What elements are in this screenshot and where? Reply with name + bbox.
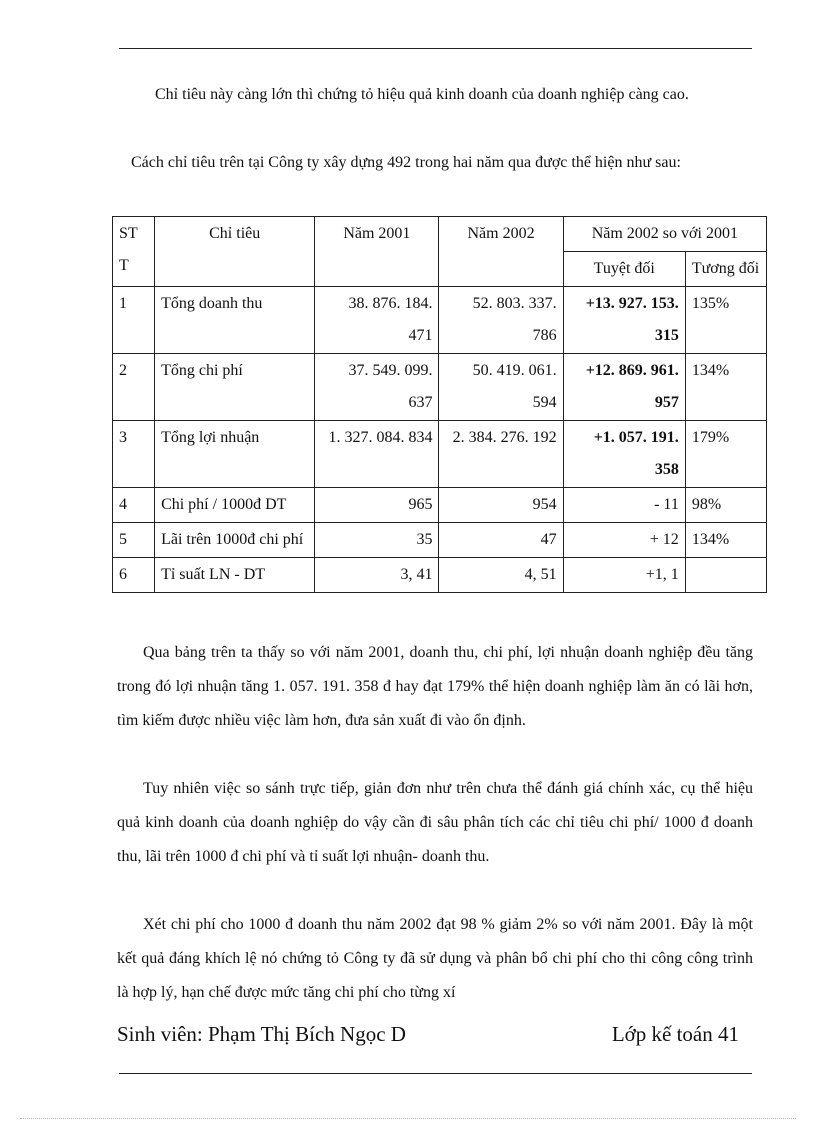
- cell-absolute: +1. 057. 191. 358: [563, 421, 685, 488]
- table-row: [113, 354, 767, 421]
- header-absolute: Tuyệt đối: [563, 252, 685, 287]
- footer-rule: [119, 1073, 752, 1074]
- cell-relative: 179%: [685, 421, 766, 488]
- footer-class: Lớp kế toán 41: [611, 1022, 739, 1046]
- cell-indicator: Chi phí / 1000đ DT: [155, 488, 315, 523]
- cell-stt: 5: [113, 523, 155, 558]
- cell-relative: [685, 558, 766, 593]
- cell-absolute: +12. 869. 961. 957: [563, 354, 685, 421]
- cell-relative: 98%: [685, 488, 766, 523]
- paragraph-cost-analysis: Xét chi phí cho 1000 đ doanh thu năm 2002 đạt 98 % giảm 2% so với năm 2001. Đây là một kết quả đáng khích lệ nó chứng tỏ Công ty đã sử dụng và phân bổ chi phí cho thi công công trình là hợp lý, hạn chế được mức tăng chi phí cho từng xí: [117, 916, 753, 1001]
- cell-relative: 135%: [685, 287, 766, 354]
- cell-2002: 2. 384. 276. 192: [439, 421, 563, 488]
- cell-relative: 134%: [685, 354, 766, 421]
- table-row: [113, 421, 767, 488]
- cell-2002: 47: [439, 523, 563, 558]
- paragraph-table-lead: Cách chỉ tiêu trên tại Công ty xây dựng 492 trong hai năm qua được thể hiện như sau:: [131, 154, 681, 171]
- header-stt: ST T: [113, 217, 155, 287]
- cell-stt: 2: [113, 354, 155, 421]
- table-row: [113, 558, 767, 593]
- paragraph-intro: Chỉ tiêu này càng lớn thì chứng tỏ hiệu quả kinh doanh của doanh nghiệp càng cao.: [155, 86, 689, 103]
- cell-absolute: - 11: [563, 488, 685, 523]
- cell-stt: 1: [113, 287, 155, 354]
- cell-2001: 1. 327. 084. 834: [315, 421, 439, 488]
- cell-2001: 38. 876. 184. 471: [315, 287, 439, 354]
- cell-absolute: + 12: [563, 523, 685, 558]
- cell-stt: 3: [113, 421, 155, 488]
- header-year-2002: Năm 2002: [439, 217, 563, 287]
- header-relative: Tương đối: [685, 252, 766, 287]
- table-row: [113, 523, 767, 558]
- header-indicator: Chỉ tiêu: [155, 217, 315, 287]
- header-compare: Năm 2002 so với 2001: [563, 217, 766, 252]
- header-rule: [119, 48, 752, 49]
- paragraph-analysis: Qua bảng trên ta thấy so với năm 2001, doanh thu, chi phí, lợi nhuận doanh nghiệp đều tăng trong đó lợi nhuận tăng 1. 057. 191. 358 đ hay đạt 179% thể hiện doanh nghiệp làm ăn có lãi hơn, tìm kiếm được nhiều việc làm hơn, đưa sản xuất đi vào ổn định.: [117, 644, 753, 729]
- cell-stt: 4: [113, 488, 155, 523]
- indicator-table: [112, 216, 767, 593]
- cell-2001: 965: [315, 488, 439, 523]
- paragraph-deeper-analysis: Tuy nhiên việc so sánh trực tiếp, giản đơn như trên chưa thể đánh giá chính xác, cụ thể hiệu quả kinh doanh của doanh nghiệp do vậy cần đi sâu phân tích các chỉ tiêu chi phí/ 1000 đ doanh thu, lãi trên 1000 đ chi phí và tỉ suất lợi nhuận- doanh thu.: [117, 780, 753, 865]
- cell-2001: 3, 41: [315, 558, 439, 593]
- page-edge: [20, 1118, 796, 1119]
- cell-absolute: +1, 1: [563, 558, 685, 593]
- cell-indicator: Tổng chi phí: [155, 354, 315, 421]
- cell-2002: 4, 51: [439, 558, 563, 593]
- cell-2001: 35: [315, 523, 439, 558]
- footer-student: Sinh viên: Phạm Thị Bích Ngọc D: [117, 1022, 406, 1046]
- cell-2002: 954: [439, 488, 563, 523]
- table-row: [113, 287, 767, 354]
- cell-2002: 50. 419. 061. 594: [439, 354, 563, 421]
- cell-absolute: +13. 927. 153. 315: [563, 287, 685, 354]
- cell-indicator: Tỉ suất LN - DT: [155, 558, 315, 593]
- cell-relative: 134%: [685, 523, 766, 558]
- cell-2002: 52. 803. 337. 786: [439, 287, 563, 354]
- cell-stt: 6: [113, 558, 155, 593]
- cell-2001: 37. 549. 099. 637: [315, 354, 439, 421]
- table-row: [113, 488, 767, 523]
- header-year-2001: Năm 2001: [315, 217, 439, 287]
- cell-indicator: Tổng doanh thu: [155, 287, 315, 354]
- cell-indicator: Lãi trên 1000đ chi phí: [155, 523, 315, 558]
- table-header-row: [113, 217, 767, 252]
- cell-indicator: Tổng lợi nhuận: [155, 421, 315, 488]
